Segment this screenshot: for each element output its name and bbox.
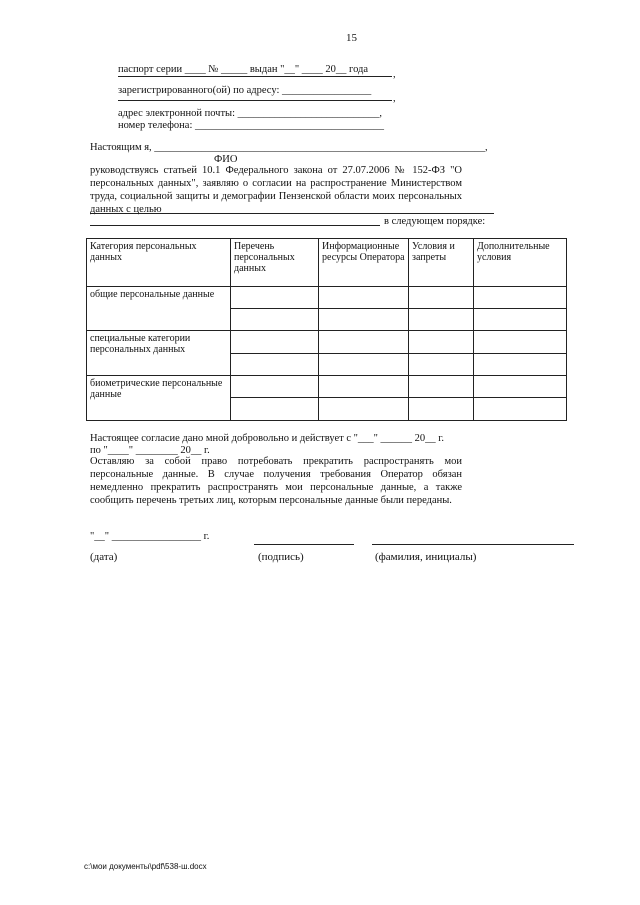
registered-address-line: зарегистрированного(ой) по адресу: _________________	[118, 85, 372, 96]
table-row	[87, 331, 567, 354]
purpose-blank-line-2	[90, 225, 380, 226]
phone-line: номер телефона: ____________________________________	[118, 120, 385, 131]
category-biometric: биометрические персональные данные	[87, 376, 231, 421]
consent-body: Оставляю за собой право потребовать прекратить распространять мои персональные данные. В случае получения требования Оператор обязан немедленно прекратить распространять мои персональные данные, а также сообщить перечень третьих лиц, которым персональные данные были переданы.	[90, 456, 462, 506]
passport-series-line: паспорт серии ____ № _____ выдан "__" ____ 20__ года	[118, 64, 369, 75]
personal-data-table	[86, 238, 567, 421]
statement-intro: Настоящим я, _______________________________________________________________,	[90, 142, 488, 153]
signature-blank-line	[254, 544, 354, 545]
header-list: Перечень персональных данных	[231, 239, 319, 287]
address-blank-line	[118, 100, 392, 101]
category-general: общие персональные данные	[87, 287, 231, 331]
date-label: (дата)	[90, 551, 118, 563]
order-text: в следующем порядке:	[384, 216, 486, 227]
signature-date-line: "__" _________________ г.	[90, 531, 210, 542]
header-conditions: Условия и запреты	[409, 239, 474, 287]
name-blank-line	[372, 544, 574, 545]
fio-label: ФИО	[214, 154, 238, 165]
header-resources: Информационные ресурсы Оператора	[319, 239, 409, 287]
table-row	[87, 376, 567, 398]
purpose-blank-line-1	[90, 213, 494, 214]
page-number: 15	[346, 32, 357, 44]
table-row	[87, 287, 567, 309]
header-additional: Дополнительные условия	[474, 239, 567, 287]
header-category: Категория персональных данных	[87, 239, 231, 287]
passport-blank-comma: ,	[393, 69, 396, 80]
consent-start-line: Настоящее согласие дано мной добровольно и действует с "___" ______ 20__ г.	[90, 433, 445, 444]
footer-file-path: c:\мои документы\pdf\538-ш.docx	[84, 862, 207, 871]
signature-label: (подпись)	[258, 551, 304, 563]
category-special: специальные категории персональных данных	[87, 331, 231, 376]
passport-blank-line	[118, 76, 392, 77]
consent-end-line: по "____" ________ 20__ г.	[90, 445, 210, 456]
address-blank-comma: ,	[393, 93, 396, 104]
statement-body: руководствуясь статьей 10.1 Федерального закона от 27.07.2006 № 152-ФЗ "О персональных данных", заявляю о согласии на распространение Министерством труда, социальной защиты и демографии Пензенской области моих персональных данных с целью	[90, 165, 462, 215]
name-label: (фамилия, инициалы)	[375, 551, 477, 563]
table-header-row	[87, 239, 567, 287]
email-line: адрес электронной почты: ___________________________,	[118, 108, 383, 119]
